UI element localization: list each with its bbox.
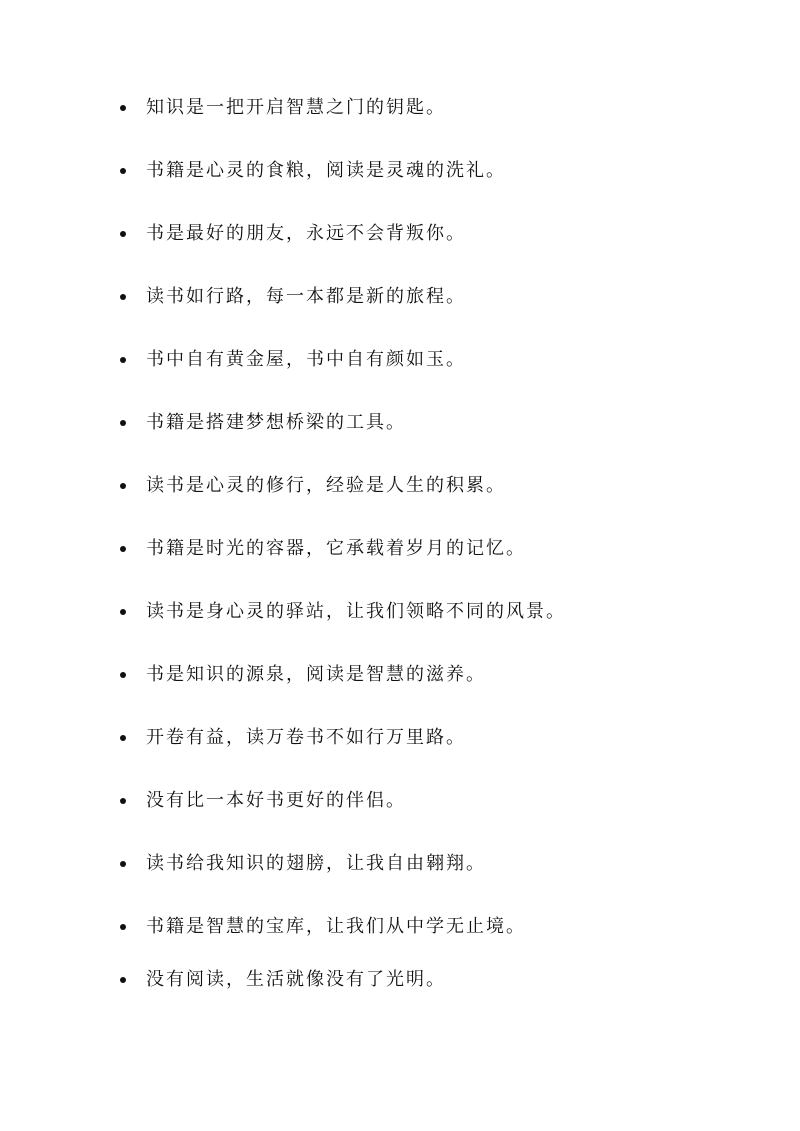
list-item [0, 907, 800, 947]
list-item [0, 844, 800, 884]
quote-text: 书籍是时光的容器，它承载着岁月的记忆。 [146, 538, 526, 559]
list-item [0, 466, 800, 506]
bullet-icon [120, 105, 126, 111]
list-item [0, 340, 800, 380]
bullet-icon [120, 861, 126, 867]
list-item [0, 592, 800, 632]
quote-text: 书中自有黄金屋，书中自有颜如玉。 [146, 349, 466, 370]
bullet-icon [120, 735, 126, 741]
list-item [0, 403, 800, 443]
quote-text: 知识是一把开启智慧之门的钥匙。 [146, 97, 446, 118]
quote-text: 读书是心灵的修行，经验是人生的积累。 [146, 475, 506, 496]
quote-text: 书籍是心灵的食粮，阅读是灵魂的洗礼。 [146, 160, 506, 181]
bullet-icon [120, 231, 126, 237]
list-item [0, 529, 800, 569]
quote-text: 读书是身心灵的驿站，让我们领略不同的风景。 [146, 601, 566, 622]
bullet-icon [120, 924, 126, 930]
list-item [0, 214, 800, 254]
bullet-icon [120, 294, 126, 300]
quote-text: 书籍是搭建梦想桥梁的工具。 [146, 412, 406, 433]
quote-text: 没有比一本好书更好的伴侣。 [146, 790, 406, 811]
bullet-icon [120, 420, 126, 426]
bullet-icon [120, 798, 126, 804]
list-item [0, 88, 800, 128]
list-item [0, 960, 800, 1000]
bullet-icon [120, 977, 126, 983]
bullet-icon [120, 168, 126, 174]
list-item [0, 151, 800, 191]
quote-text: 书是最好的朋友，永远不会背叛你。 [146, 223, 466, 244]
bullet-icon [120, 672, 126, 678]
list-item [0, 781, 800, 821]
bullet-icon [120, 357, 126, 363]
quote-text: 开卷有益，读万卷书不如行万里路。 [146, 727, 466, 748]
list-item [0, 277, 800, 317]
bullet-icon [120, 483, 126, 489]
quote-text: 书是知识的源泉，阅读是智慧的滋养。 [146, 664, 486, 685]
quote-text: 书籍是智慧的宝库，让我们从中学无止境。 [146, 916, 526, 937]
list-item [0, 718, 800, 758]
quote-text: 没有阅读，生活就像没有了光明。 [146, 969, 446, 990]
bullet-icon [120, 609, 126, 615]
bullet-icon [120, 546, 126, 552]
list-item [0, 655, 800, 695]
quote-text: 读书如行路，每一本都是新的旅程。 [146, 286, 466, 307]
quote-text: 读书给我知识的翅膀，让我自由翱翔。 [146, 853, 486, 874]
